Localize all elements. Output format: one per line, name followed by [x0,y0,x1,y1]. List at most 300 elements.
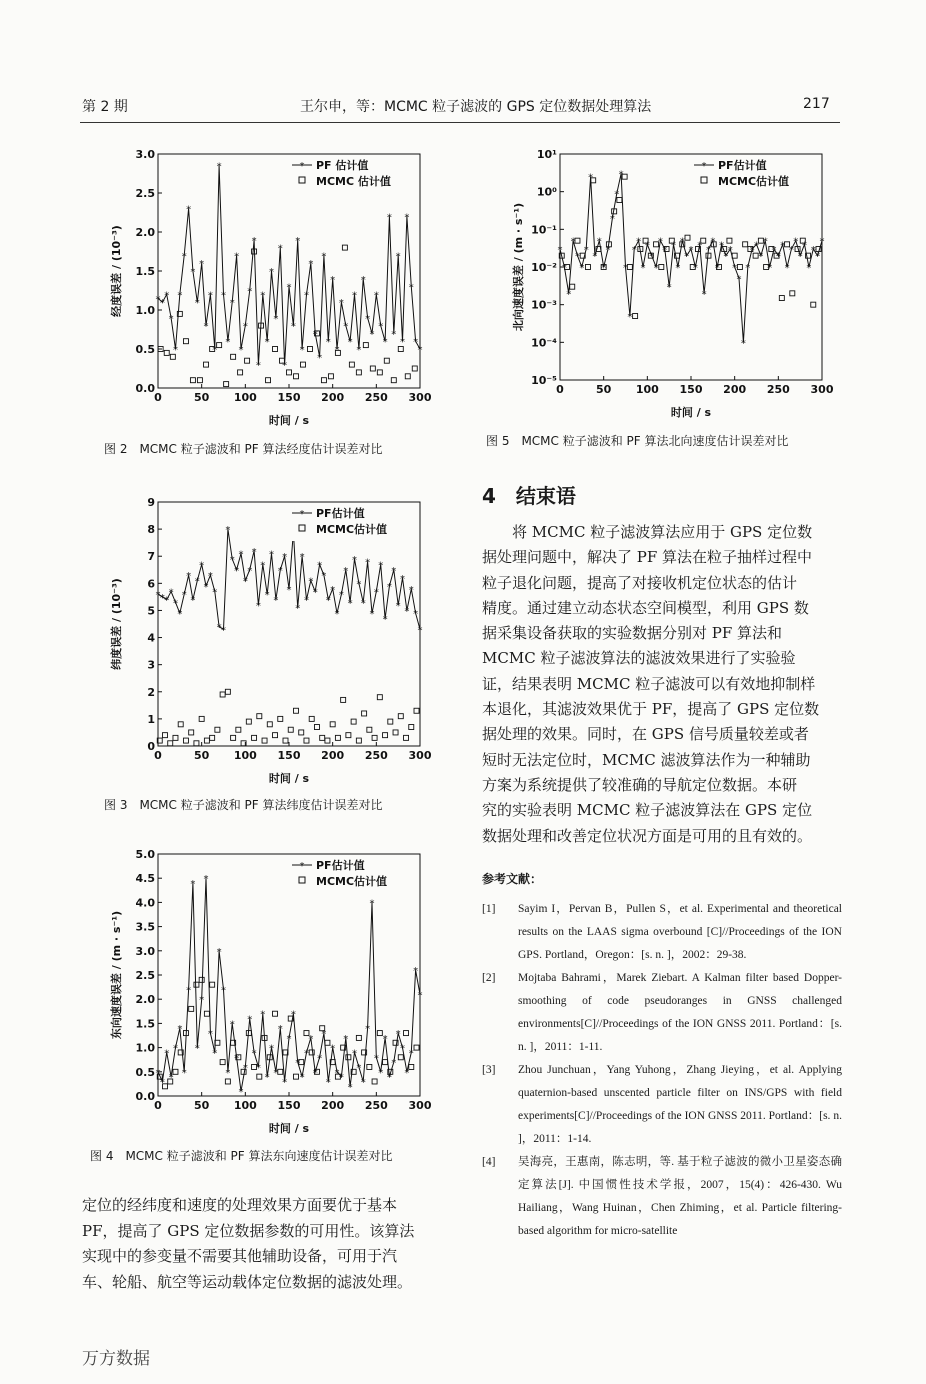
data-point-pf: * [177,1024,183,1036]
y-tick-label: 3.5 [135,920,155,934]
text-line: PF，提高了 GPS 定位数据参数的可用性。该算法 [82,1221,415,1240]
data-point-pf: * [592,251,598,263]
data-point-mcmc [252,735,257,740]
data-point-pf: * [325,337,331,349]
legend-label-pf: PF 估计值 [316,159,369,172]
data-point-mcmc [404,735,409,740]
legend-label-mcmc: MCMC估计值 [316,523,388,536]
data-point-mcmc [183,339,188,344]
y-tick-label: 10⁰ [536,185,557,199]
data-point-pf: * [767,263,773,274]
data-point-pf: * [229,298,235,310]
data-point-mcmc [811,302,816,307]
data-point-pf: * [225,525,231,537]
data-point-pf: * [710,236,716,248]
page-number: 217 [803,96,830,112]
data-point-pf: * [343,321,349,333]
data-point-pf: * [404,606,410,618]
x-axis-label: 时间 / s [268,1122,310,1135]
reference-number: [4] [482,1156,496,1168]
data-point-pf: * [282,360,288,372]
data-point-pf: * [723,251,729,263]
data-point-mcmc [293,1074,298,1079]
data-point-pf: * [159,592,165,604]
reference-item [482,1151,842,1243]
text-line: 方案为系统提供了较准确的导航定位数据。本研 [482,775,798,794]
data-point-pf: * [408,584,414,596]
y-tick-label: 10⁻⁴ [531,336,557,350]
data-point-mcmc [335,735,340,740]
data-point-mcmc [405,374,410,379]
data-point-pf: * [382,337,388,349]
data-point-mcmc [257,1074,262,1079]
data-point-mcmc [287,370,292,375]
y-tick-label: 0.5 [135,1065,155,1079]
data-point-mcmc [409,1064,414,1069]
data-point-pf: * [338,298,344,310]
data-point-pf: * [299,345,305,356]
data-point-pf: * [719,240,725,252]
data-point-mcmc [309,1050,314,1055]
data-point-pf: * [378,321,384,333]
x-tick-label: 250 [364,391,388,404]
figure-5-caption: 图 5 MCMC 粒子滤波和 PF 算法北向速度估计误差对比 [486,434,789,448]
data-point-mcmc [225,1079,230,1084]
data-point-pf: * [343,565,349,577]
conclusion-paragraph [482,520,840,849]
data-point-pf: * [286,584,292,596]
x-tick-label: 250 [766,383,790,396]
data-point-mcmc [362,711,367,716]
data-point-mcmc [627,265,632,270]
data-point-pf: * [194,576,200,588]
y-axis-label: 东向速度误差 / (m · s⁻¹) [110,910,123,1040]
data-point-pf: * [273,595,279,607]
data-point-pf: * [386,212,392,224]
data-point-pf: * [172,1043,178,1055]
data-point-mcmc [168,741,173,746]
data-point-pf: * [386,582,392,594]
data-point-mcmc [278,1069,283,1074]
data-point-pf: * [343,1033,349,1045]
data-point-mcmc [194,741,199,746]
data-point-pf: * [234,251,240,263]
data-point-mcmc [164,350,169,355]
data-point-pf: * [282,1077,288,1089]
section-heading: 4 结束语 [482,484,576,508]
data-point-pf: * [221,985,226,997]
x-tick-label: 150 [277,391,301,404]
data-point-pf: * [238,549,244,561]
data-point-pf: * [317,352,323,364]
data-point-pf: * [365,313,371,325]
y-tick-label: 2.0 [135,993,155,1007]
data-point-mcmc [383,733,388,738]
data-point-mcmc [372,1079,377,1084]
data-point-pf: * [636,236,642,248]
data-point-mcmc [321,378,326,383]
data-point-pf: * [225,1067,231,1079]
data-point-pf: * [286,1033,292,1045]
data-point-mcmc [575,238,580,243]
x-tick-label: 250 [364,749,388,762]
x-tick-label: 0 [154,391,162,404]
figure-3-chart [80,488,430,788]
data-point-pf: * [203,321,209,333]
data-point-mcmc [273,347,278,352]
data-point-mcmc [288,727,293,732]
data-point-pf: * [417,625,423,637]
y-tick-label: 2.5 [135,187,155,200]
y-tick-label: 0.5 [135,343,155,356]
data-point-pf: * [369,898,375,910]
data-point-pf: * [321,571,327,583]
data-point-pf: * [404,1067,410,1079]
data-point-pf: * [164,1048,170,1060]
data-point-mcmc [197,378,202,383]
data-point-pf: * [317,1053,323,1065]
data-point-pf: * [352,290,357,302]
data-point-pf: * [269,549,275,561]
text-line: 据处理的效果。同时，在 GPS 信号质量较差或者 [482,725,809,744]
data-point-mcmc [245,358,250,363]
data-point-pf: * [186,204,192,216]
data-point-pf: * [810,245,816,257]
data-point-pf: * [216,946,222,958]
data-point-pf: * [225,337,231,349]
text-line: 证，结果表明 MCMC 粒子滤波可以有效地抑制样 [482,674,816,693]
data-point-mcmc [204,738,209,743]
data-point-mcmc [363,343,368,348]
data-point-mcmc [173,735,178,740]
x-tick-label: 50 [596,383,612,396]
data-point-mcmc [189,730,194,735]
x-tick-label: 200 [723,383,747,396]
data-point-pf: * [653,263,659,274]
data-point-mcmc [779,296,784,301]
data-point-pf: * [618,169,624,181]
y-tick-label: 0 [147,740,155,753]
figure-2-chart [80,140,430,430]
data-point-mcmc [414,1045,419,1050]
data-point-mcmc [183,738,188,743]
data-point-pf: * [684,251,690,263]
y-axis-label: 北向速度误差 / (m · s⁻¹) [512,202,525,332]
reference-text: Sayim I，Pervan B，Pullen S，et al. Experimental and theoretical results on the LAAS sigma overbound [C]//Proceedings of the ION GPS. Portland，Oregon：[s. n. ]，2002：29-38. [518,903,842,961]
x-tick-label: 100 [233,1099,257,1112]
data-point-pf: * [347,598,353,610]
data-point-mcmc [238,370,243,375]
references-heading: 参考文献： [482,872,543,886]
x-tick-label: 50 [194,1099,210,1112]
data-point-mcmc [320,735,325,740]
data-point-mcmc [246,719,251,724]
data-point-pf: * [688,245,694,257]
y-tick-label: 10⁻³ [531,298,557,312]
data-point-pf: * [303,595,309,607]
x-axis-label: 时间 / s [268,414,310,427]
data-point-pf: * [190,879,196,891]
data-point-pf: * [775,251,781,263]
data-point-pf: * [417,345,423,356]
data-point-pf: * [391,565,397,577]
data-point-mcmc [328,374,333,379]
figure-5-chart [482,140,832,422]
data-point-pf: * [740,338,746,350]
data-point-mcmc [173,1069,178,1074]
header-rule [80,122,840,123]
text-line: 短时无法定位时，MCMC 滤波算法作为一种辅助 [482,750,811,769]
legend-marker-pf: * [299,861,305,872]
data-point-pf: * [207,571,213,583]
data-point-mcmc [204,1011,209,1016]
data-point-pf: * [570,236,576,248]
data-point-mcmc [685,235,690,240]
data-point-pf: * [325,1077,331,1089]
x-tick-label: 200 [321,749,345,762]
data-point-pf: * [251,546,257,558]
data-point-mcmc [349,362,354,367]
data-point-pf: * [579,263,585,274]
data-point-pf: * [356,1062,362,1074]
y-tick-label: 10⁻⁵ [531,374,557,387]
data-point-pf: * [190,267,196,278]
data-point-pf: * [692,263,698,274]
data-point-mcmc [178,722,183,727]
data-point-pf: * [631,245,637,257]
x-tick-label: 200 [321,1099,345,1112]
data-point-pf: * [413,609,419,621]
data-point-pf: * [242,321,248,333]
data-point-pf: * [177,609,183,621]
data-point-pf: * [290,1009,296,1021]
data-point-pf: * [234,565,240,577]
data-point-pf: * [679,236,685,248]
data-point-pf: * [784,263,790,274]
data-point-pf: * [168,587,174,599]
data-point-pf: * [190,595,196,607]
data-point-mcmc [393,730,398,735]
data-point-pf: * [260,560,266,572]
y-tick-label: 2.0 [135,226,155,239]
text-line: 据采集设备获取的实验数据分别对 PF 算法和 [482,624,783,643]
data-point-mcmc [262,738,267,743]
data-point-pf: * [199,560,205,572]
data-point-pf: * [290,321,296,333]
data-point-pf: * [365,557,371,569]
data-point-mcmc [225,689,230,694]
reference-item [482,1059,842,1151]
data-point-pf: * [212,345,218,356]
data-point-pf: * [181,590,187,602]
data-point-pf: * [308,576,314,588]
data-point-mcmc [273,733,278,738]
data-point-pf: * [815,251,821,263]
data-point-pf: * [373,587,379,599]
data-point-pf: * [203,874,209,886]
data-point-pf: * [378,1067,384,1079]
reference-number: [3] [482,1064,496,1076]
x-tick-label: 300 [408,749,432,762]
y-tick-label: 0.0 [135,382,155,395]
data-point-pf: * [382,614,388,626]
data-point-pf: * [247,565,253,577]
journal-issue: 第 2 期 [82,99,128,115]
text-line: 据处理问题中，解决了 PF 算法在粒子抽样过程中 [482,548,813,567]
data-point-mcmc [299,730,304,735]
data-point-pf: * [408,1048,414,1060]
data-point-mcmc [633,314,638,319]
data-point-pf: * [164,290,170,302]
data-point-mcmc [314,725,319,730]
data-point-pf: * [273,1067,279,1079]
data-point-pf: * [347,1082,353,1094]
data-point-pf: * [566,289,572,301]
data-point-mcmc [199,977,204,982]
data-point-mcmc [330,722,335,727]
data-point-pf: * [749,245,755,257]
data-point-pf: * [303,1048,309,1060]
data-point-pf: * [255,360,261,372]
data-point-mcmc [217,343,222,348]
data-point-mcmc [351,719,356,724]
data-point-pf: * [666,282,672,294]
data-point-pf: * [172,598,178,610]
y-tick-label: 3 [147,658,155,672]
data-point-pf: * [168,313,174,325]
legend-marker-pf: * [701,161,707,172]
data-point-pf: * [277,565,283,577]
y-tick-label: 1 [147,712,155,726]
data-point-mcmc [377,695,382,700]
data-point-pf: * [321,1029,327,1041]
data-point-pf: * [282,552,288,564]
x-tick-label: 300 [408,391,432,404]
reference-number: [2] [482,972,496,984]
data-point-pf: * [255,1062,261,1074]
legend-marker-pf: * [299,509,305,520]
x-tick-label: 0 [154,1099,162,1112]
data-point-pf: * [352,1048,357,1060]
data-point-pf: * [273,313,279,325]
y-axis-label: 经度误差 / (10⁻³) [110,225,123,317]
y-tick-label: 3.0 [135,148,155,161]
data-point-pf: * [369,329,375,341]
data-point-pf: * [793,236,799,248]
data-point-pf: * [303,290,309,302]
data-point-mcmc [236,727,241,732]
y-tick-label: 3.0 [135,944,155,958]
reference-text: Mojtaba Bahrami，Marek Ziebart. A Kalman filter based Dopper-smoothing of code pseudoranges in GNSS challenged environments[C]//Proceedings of the ION GNSS 2011. Portland：[s. n. ]，2011：1-11. [518,972,842,1053]
data-point-mcmc [293,374,298,379]
data-point-pf: * [295,603,301,615]
data-point-mcmc [304,738,309,743]
data-point-mcmc [267,722,272,727]
data-point-mcmc [383,1060,388,1065]
legend-marker-pf: * [299,161,305,172]
data-point-pf: * [260,290,266,302]
data-point-mcmc [257,714,262,719]
y-tick-label: 8 [147,523,155,537]
y-tick-label: 6 [147,577,155,591]
data-point-pf: * [697,240,703,252]
figure-4-caption: 图 4 MCMC 粒子滤波和 PF 算法东向速度估计误差对比 [90,1149,393,1163]
data-point-pf: * [269,267,275,278]
data-point-mcmc [220,1060,225,1065]
watermark-footer: 万方数据 [82,1349,150,1369]
data-point-pf: * [172,345,178,356]
reference-item [482,898,842,967]
x-axis-label: 时间 / s [268,772,310,785]
y-tick-label: 9 [147,496,155,509]
data-point-mcmc [278,716,283,721]
series-line-pf [155,166,420,365]
data-point-pf: * [727,245,733,257]
x-tick-label: 200 [321,391,345,404]
data-point-mcmc [325,738,330,743]
data-point-pf: * [705,245,711,257]
text-line: 数据处理和改善定位状况方面是可用的且有效的。 [482,826,813,845]
data-point-mcmc [273,1011,278,1016]
y-tick-label: 4 [147,631,155,645]
data-point-pf: * [395,1029,401,1041]
data-point-mcmc [307,347,312,352]
data-point-pf: * [295,1058,301,1070]
data-point-pf: * [312,1067,318,1079]
x-tick-label: 250 [364,1099,388,1112]
x-tick-label: 50 [194,391,210,404]
reference-item [482,967,842,1059]
data-point-mcmc [384,358,389,363]
data-point-pf: * [714,263,720,274]
text-line: 实现中的参变量不需要其他辅助设备，可用于汽 [82,1247,398,1265]
data-point-mcmc [210,982,215,987]
data-point-mcmc [367,1064,372,1069]
y-axis-label: 纬度误差 / (10⁻³) [110,578,123,670]
y-tick-label: 1.5 [135,1017,155,1031]
x-tick-label: 150 [277,1099,301,1112]
legend-label-pf: PF估计值 [316,507,365,520]
y-tick-label: 7 [147,550,155,564]
data-point-pf: * [155,294,161,306]
data-point-pf: * [216,622,222,634]
figure-4-chart [80,840,430,1138]
data-point-pf: * [758,251,764,263]
data-point-pf: * [819,236,825,248]
data-point-pf: * [325,595,331,607]
data-point-pf: * [601,263,607,274]
data-point-pf: * [408,282,414,294]
data-point-pf: * [238,345,244,356]
data-point-pf: * [338,1072,344,1084]
data-point-pf: * [360,598,366,610]
data-point-pf: * [382,1033,388,1045]
reference-text: 吴海亮，王惠南，陈志明，等. 基于粒子滤波的微小卫星姿态确定算法[J]. 中国惯性技术学报，2007，15(4)：426-430. Wu Hailiang，Wang Huinan，Chen Zhiming，et al. Particle filtering-based algorithm for micro-satellite [518,1156,842,1237]
data-point-pf: * [242,1062,248,1074]
body-paragraph [82,1193,444,1295]
data-point-pf: * [644,240,650,252]
data-point-pf: * [264,1072,270,1084]
data-point-mcmc [190,378,195,383]
data-point-mcmc [409,725,414,730]
data-point-pf: * [360,1077,366,1089]
data-point-pf: * [605,245,611,257]
data-point-mcmc [199,716,204,721]
data-point-mcmc [342,245,347,250]
legend-label-mcmc: MCMC 估计值 [316,175,391,188]
y-tick-label: 2.5 [135,969,155,982]
data-point-pf: * [662,245,668,257]
